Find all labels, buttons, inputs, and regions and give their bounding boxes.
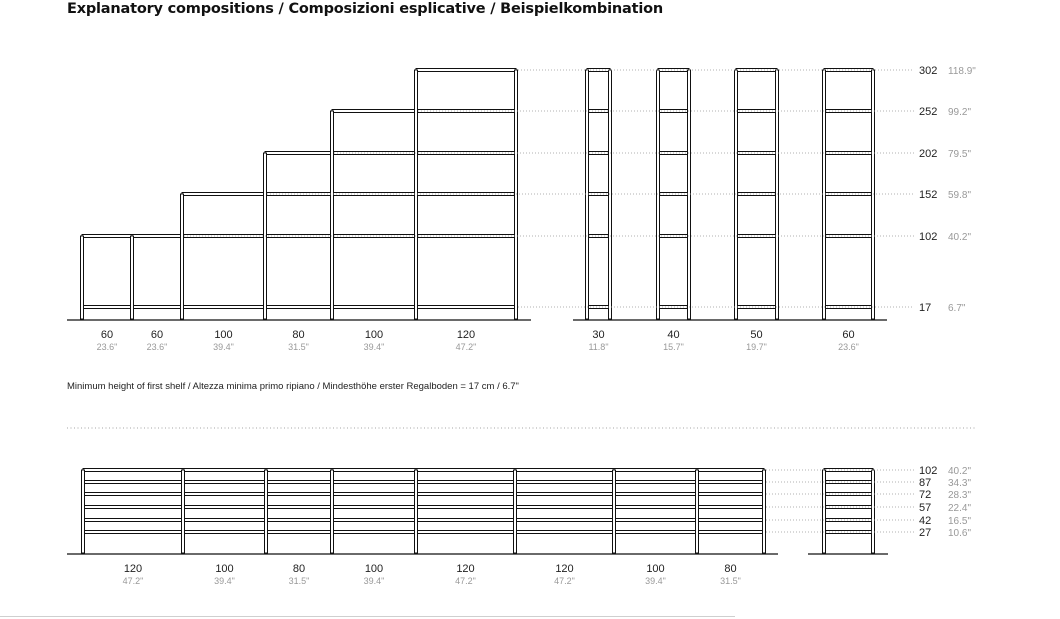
upright-post (331, 111, 334, 319)
shelf-board (83, 531, 183, 534)
shelf-board (614, 469, 697, 472)
page-title: Explanatory compositions / Composizioni esplicative / Beispielkombination (67, 1, 663, 17)
upright-post (331, 470, 334, 553)
shelf-board (266, 531, 332, 534)
upright-post (182, 470, 185, 553)
level-cm: 302 (919, 65, 938, 77)
shelf-board (332, 469, 416, 472)
shelf-board (266, 481, 332, 484)
tower-width-in: 23.6" (838, 342, 859, 352)
module-width-in: 47.2" (554, 576, 575, 586)
tower-width-cm: 30 (592, 329, 605, 341)
upright-post (181, 194, 184, 319)
upright-post (823, 70, 826, 319)
upright-post (872, 70, 875, 319)
shelf-board (614, 531, 697, 534)
module-width-cm: 80 (724, 563, 737, 575)
level-cm: 42 (919, 515, 932, 527)
upright-post (515, 70, 518, 319)
shelf-board (416, 481, 515, 484)
level-cm: 252 (919, 106, 938, 118)
tower-width-cm: 40 (667, 329, 680, 341)
level-cm: 72 (919, 489, 932, 501)
level-cm: 57 (919, 502, 932, 514)
shelf-board (697, 493, 764, 496)
upright-post (265, 470, 268, 553)
module-width-cm: 100 (214, 329, 233, 341)
module-width-cm: 60 (100, 329, 114, 341)
shelf-board (332, 531, 416, 534)
shelf-board (614, 506, 697, 509)
module-width-cm: 100 (364, 329, 384, 341)
shelf-board (132, 235, 182, 238)
module-width-in: 39.4" (363, 342, 385, 352)
level-cm: 17 (919, 302, 932, 314)
upright-post (609, 70, 612, 319)
module-width-in: 47.2" (122, 576, 144, 586)
upright-post (415, 70, 418, 319)
shelf-board (183, 531, 266, 534)
upright-post (872, 470, 875, 553)
shelf-board (83, 469, 183, 472)
module-width-cm: 60 (150, 329, 164, 341)
shelf-board (183, 519, 266, 522)
level-in: 16.5" (948, 516, 972, 527)
shelf-board (266, 493, 332, 496)
module-width-cm: 80 (292, 563, 306, 575)
shelf-board (82, 306, 132, 309)
shelf-board (515, 519, 614, 522)
shelf-board (614, 493, 697, 496)
shelf-board (614, 519, 697, 522)
shelf-board (183, 506, 266, 509)
upright-post (514, 470, 517, 553)
shelf-board (614, 481, 697, 484)
module-width-cm: 100 (364, 563, 384, 575)
module-width-in: 47.2" (455, 576, 476, 586)
tower-width-in: 19.7" (746, 342, 767, 352)
upright-post (613, 470, 616, 553)
upright-post (776, 70, 779, 319)
shelf-board (515, 481, 614, 484)
upright-post (415, 470, 418, 553)
module-width-cm: 120 (456, 329, 476, 341)
shelf-board (697, 531, 764, 534)
upright-post (823, 470, 826, 553)
shelf-board (332, 481, 416, 484)
module-width-in: 47.2" (455, 342, 477, 352)
level-in: 118.9" (948, 66, 976, 77)
level-in: 59.8" (948, 190, 972, 201)
tower-width-cm: 50 (750, 329, 763, 341)
shelf-board (266, 519, 332, 522)
shelf-board (83, 493, 183, 496)
module-width-in: 31.5" (288, 576, 310, 586)
upright-post (688, 70, 691, 319)
shelf-board (266, 469, 332, 472)
upright-post (735, 70, 738, 319)
level-cm: 202 (919, 148, 938, 160)
level-in: 40.2" (948, 232, 972, 243)
level-in: 6.7" (948, 303, 966, 314)
upright-post (657, 70, 660, 319)
shelf-board (332, 306, 416, 309)
level-cm: 102 (919, 231, 938, 243)
module-width-in: 31.5" (288, 342, 309, 352)
shelf-board (265, 152, 332, 155)
shelf-board (83, 519, 183, 522)
tower-width-cm: 60 (842, 329, 855, 341)
level-in: 22.4" (948, 503, 972, 514)
shelf-board (332, 519, 416, 522)
shelf-board (416, 519, 515, 522)
shelf-board (697, 506, 764, 509)
module-width-cm: 120 (456, 563, 475, 575)
shelf-board (266, 506, 332, 509)
upright-post (131, 236, 134, 319)
shelf-board (416, 469, 515, 472)
level-in: 34.3" (948, 478, 972, 489)
min-shelf-note: Minimum height of first shelf / Altezza minima primo ripiano / Mindesthöhe erster Regalboden = 17 cm / 6.7" (67, 381, 519, 392)
shelf-board (265, 306, 332, 309)
shelf-board (83, 481, 183, 484)
top-stepped-composition (67, 69, 531, 353)
shelf-board (182, 193, 265, 196)
level-cm: 87 (919, 477, 932, 489)
module-width-in: 39.4" (213, 342, 234, 352)
module-width-in: 31.5" (720, 576, 741, 586)
module-width-cm: 100 (215, 563, 234, 575)
upright-post (586, 70, 589, 319)
shelf-board (182, 306, 265, 309)
module-width-cm: 80 (292, 329, 305, 341)
top-height-scale (184, 65, 976, 314)
upright-post (763, 470, 766, 553)
shelf-board (183, 481, 266, 484)
level-in: 28.3" (948, 490, 972, 501)
level-in: 99.2" (948, 107, 972, 118)
module-width-cm: 120 (123, 563, 143, 575)
upright-post (82, 470, 85, 553)
level-in: 79.5" (948, 149, 972, 160)
tower-width-in: 15.7" (663, 342, 684, 352)
module-width-cm: 120 (555, 563, 574, 575)
level-cm: 102 (919, 465, 938, 477)
shelf-board (416, 493, 515, 496)
shelf-board (515, 506, 614, 509)
shelf-board (416, 506, 515, 509)
module-width-in: 23.6" (96, 342, 118, 352)
level-cm: 27 (919, 527, 932, 539)
shelf-board (332, 506, 416, 509)
module-width-in: 23.6" (146, 342, 168, 352)
shelf-board (332, 110, 416, 113)
shelf-board (515, 493, 614, 496)
level-in: 40.2" (948, 466, 972, 477)
module-width-in: 39.4" (214, 576, 235, 586)
shelf-board (82, 235, 132, 238)
module-width-in: 39.4" (645, 576, 666, 586)
module-width-in: 39.4" (363, 576, 385, 586)
shelf-board (416, 306, 516, 309)
shelf-board (332, 193, 416, 196)
shelf-board (183, 469, 266, 472)
shelf-board (183, 493, 266, 496)
shelf-board (515, 469, 614, 472)
level-cm: 152 (919, 189, 938, 201)
module-width-cm: 100 (646, 563, 665, 575)
upright-post (81, 236, 84, 319)
shelf-board (697, 469, 764, 472)
shelf-board (697, 519, 764, 522)
shelf-board (416, 69, 516, 72)
shelf-board (332, 493, 416, 496)
shelf-board (416, 531, 515, 534)
bottom-row-composition (67, 469, 888, 587)
shelf-board (83, 506, 183, 509)
shelf-board (132, 306, 182, 309)
shelf-board (515, 531, 614, 534)
bottom-height-scale (766, 465, 971, 539)
level-in: 10.6" (948, 528, 972, 539)
tower-width-in: 11.8" (588, 342, 609, 352)
upright-post (696, 470, 699, 553)
shelf-board (697, 481, 764, 484)
